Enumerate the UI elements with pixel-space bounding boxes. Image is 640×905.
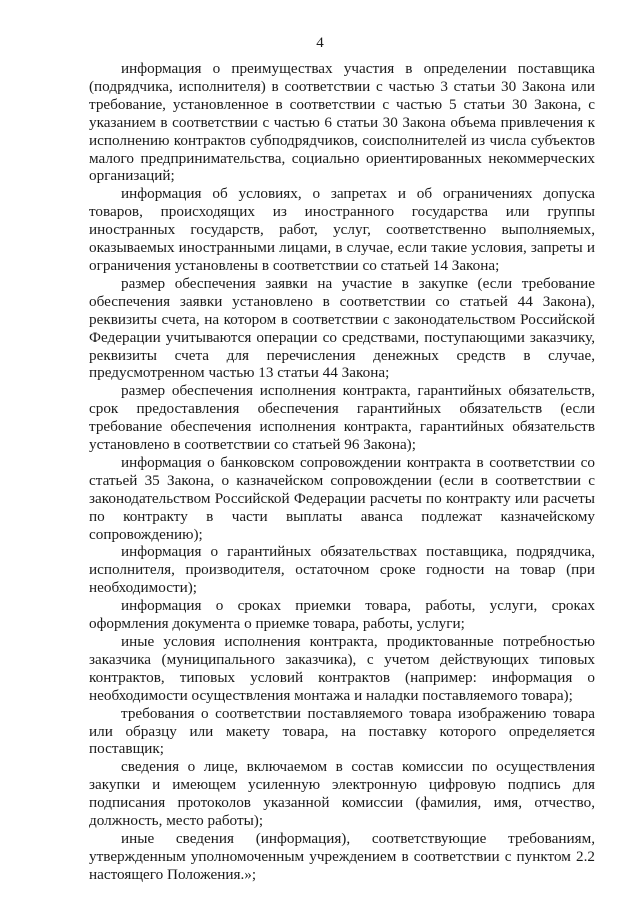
paragraph-warranty-obligations: информация о гарантийных обязательствах поставщика, подрядчика, исполнителя, производителя, остаточном сроке годности на товар (при необходимости); — [89, 543, 595, 597]
paragraph-other-information: иные сведения (информация), соответствующие требованиям, утвержденным уполномоченным учреждением в соответствии с пунктом 2.2 настоящего Положения.»; — [89, 829, 595, 883]
paragraph-image-conformity: требования о соответствии поставляемого товара изображению товара или образцу или макету товара, на поставку которого определяется поставщик; — [89, 704, 595, 758]
paragraph-acceptance-terms: информация о сроках приемки товара, работы, услуги, сроках оформления документа о приемке товара, работы, услуги; — [89, 597, 595, 633]
paragraph-other-conditions: иные условия исполнения контракта, продиктованные потребностью заказчика (муниципального заказчика), с учетом действующих типовых контрактов, типовых условий контрактов (например: информация о необходимости осуществления монтажа и наладки поставляемого товара); — [89, 633, 595, 704]
paragraph-contract-security: размер обеспечения исполнения контракта, гарантийных обязательств, срок предоставления обеспечения гарантийных обязательств (если требование обеспечения исполнения контракта, гарантийных обязательств установлено в соответствии со статьей 96 Закона); — [89, 382, 595, 454]
paragraph-commission-member: сведения о лице, включаемом в состав комиссии по осуществления закупки и имеющем усиленную электронную цифровую подпись для подписания протоколов указанной комиссии (фамилия, имя, отчество, должность, место работы); — [89, 758, 595, 830]
paragraph-admission-conditions: информация об условиях, о запретах и об ограничениях допуска товаров, происходящих из иностранного государства или группы иностранных государств, работ, услуг, соответственно выполняемых, оказываемых иностранными лицами, в случае, если такие условия, запреты и ограничения установлены в соответствии со статьей 14 Закона; — [89, 185, 595, 274]
paragraph-bank-support: информация о банковском сопровождении контракта в соответствии со статьей 35 Закона, о казначейском сопровождении (если в соответствии с законодательством Российской Федерации расчеты по контракту или расчеты по контракту в части выплаты аванса подлежат казначейскому сопровождению); — [89, 453, 595, 543]
page-number: 4 — [316, 35, 324, 51]
document-body — [89, 60, 595, 884]
paragraph-application-security: размер обеспечения заявки на участие в закупке (если требование обеспечения заявки установлено в соответствии со статьей 44 Закона), реквизиты счета, на котором в соответствии с законодательством Российской Федерации учитываются операции со средствами, поступающими заказчику, реквизиты счета для перечисления денежных средств в случае, предусмотренном частью 13 статьи 44 Закона; — [89, 274, 595, 382]
paragraph-advantages-info: информация о преимуществах участия в определении поставщика (подрядчика, исполнителя) в соответствии с частью 3 статьи 30 Закона или требование, установленное в соответствии с частью 5 статьи 30 Закона, с указанием в соответствии с частью 6 статьи 30 Закона объема привлечения к исполнению контрактов субподрядчиков, соисполнителей из числа субъектов малого предпринимательства, социально ориентированных некоммерческих организаций; — [89, 60, 595, 185]
